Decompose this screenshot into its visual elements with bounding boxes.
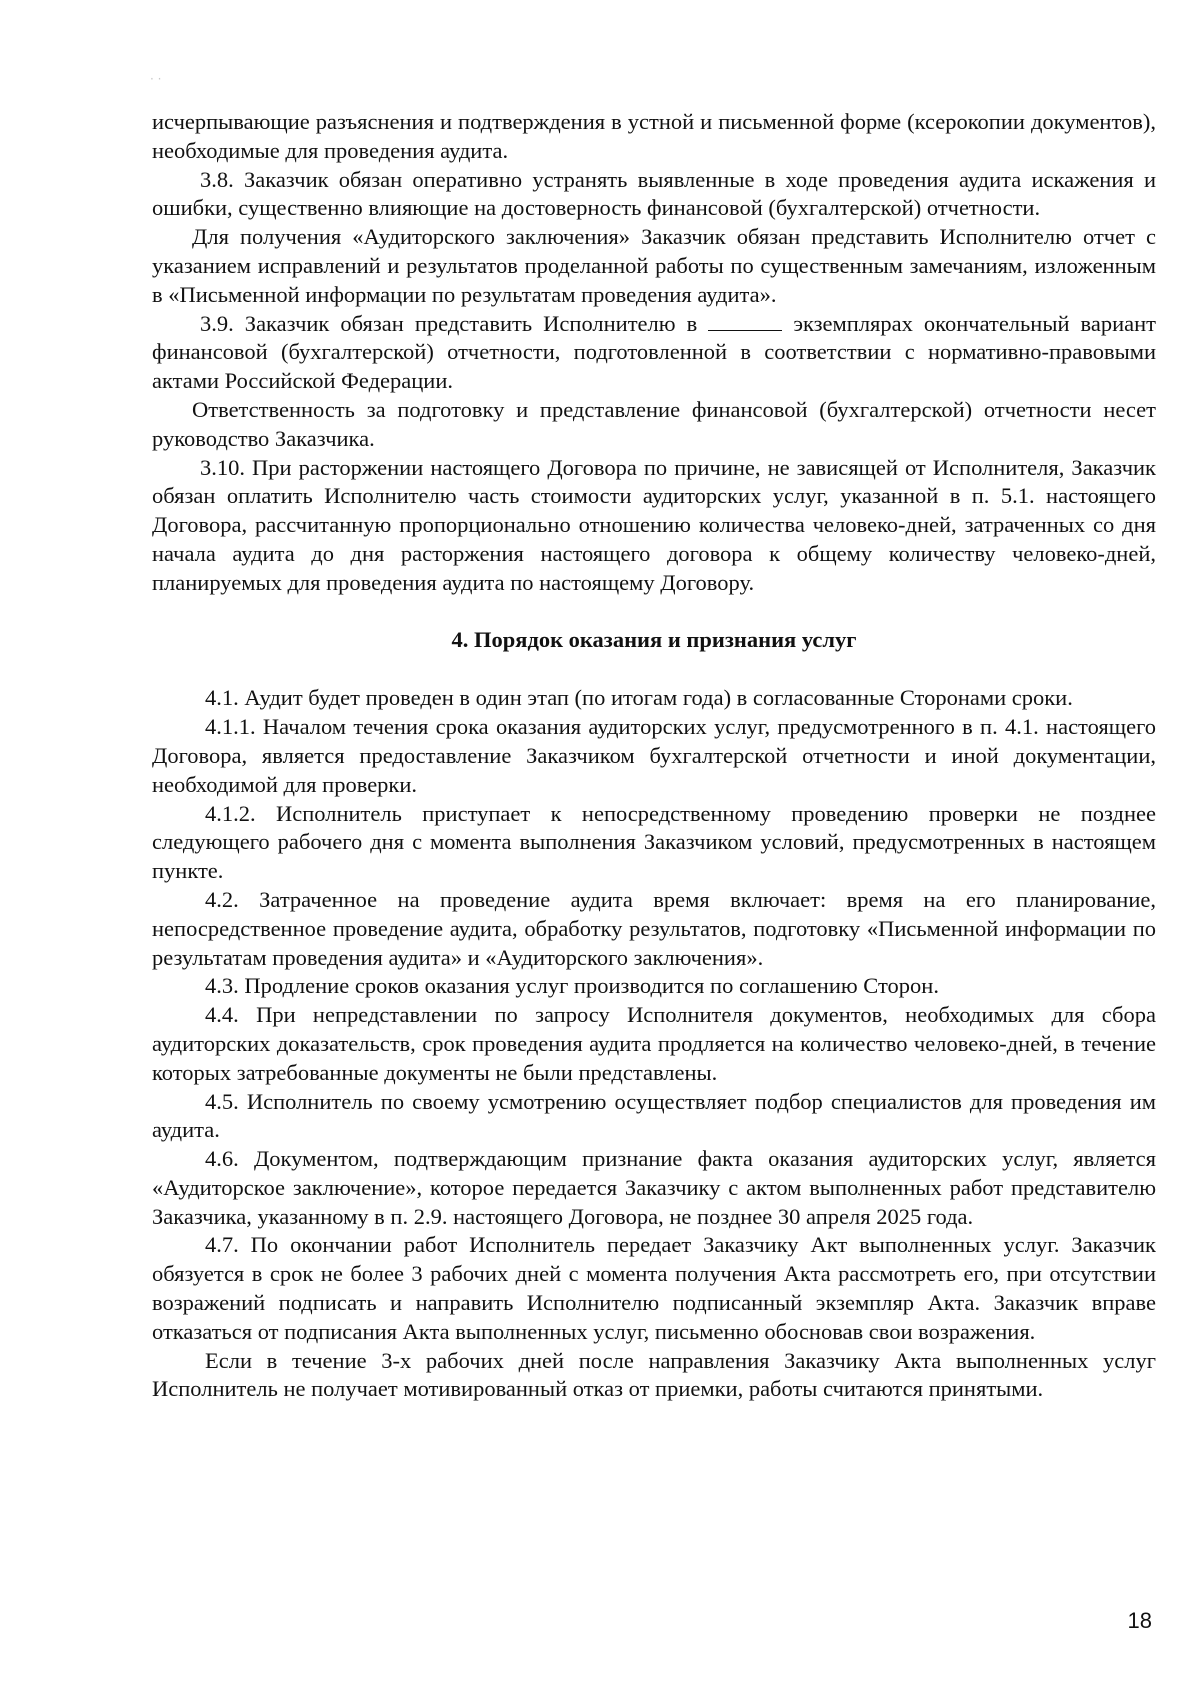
paragraph-4-5: 4.5. Исполнитель по своему усмотрению осуществляет подбор специалистов для проведения им аудита. [152, 1088, 1156, 1143]
paragraph-3-8: 3.8. Заказчик обязан оперативно устранять выявленные в ходе проведения аудита искажения и ошибки, существенно влияющие на достоверность финансовой (бухгалтерской) отчетности. [152, 166, 1156, 221]
paragraph-4-7: 4.7. По окончании работ Исполнитель передает Заказчику Акт выполненных услуг. Заказчик обязуется в срок не более 3 рабочих дней с момента получения Акта рассмотреть его, при отсутствии возражений подписать и направить Исполнителю подписанный экземпляр Акта. Заказчик вправе отказаться от подписания Акта выполненных услуг, письменно обосновав свои возражения. [152, 1232, 1156, 1344]
paragraph-4-1-1: 4.1.1. Началом течения срока оказания аудиторских услуг, предусмотренного в п. 4.1. настоящего Договора, является предоставление Заказчиком бухгалтерской отчетности и иной документации, необходимой для проверки. [152, 714, 1156, 797]
paragraph-4-1: 4.1. Аудит будет проведен в один этап (по итогам года) в согласованные Сторонами сроки. [205, 685, 1073, 711]
paragraph-responsibility: Ответственность за подготовку и представление финансовой (бухгалтерской) отчетности несет руководство Заказчика. [152, 396, 1156, 451]
paragraph-4-4: 4.4. При непредставлении по запросу Исполнителя документов, необходимых для сбора аудиторских доказательств, срок проведения аудита продляется на количество человеко-дней, в течение которых затребованные документы не были представлены. [152, 1002, 1156, 1085]
paragraph-4-6: 4.6. Документом, подтверждающим признание факта оказания аудиторских услуг, является «Аудиторское заключение», которое передается Заказчику с актом выполненных работ представителю Заказчика, указанному в п. 2.9. настоящего Договора, не позднее 30 апреля 2025 года. [152, 1146, 1156, 1229]
paragraph-report-requirement: Для получения «Аудиторского заключения» Заказчик обязан представить Исполнителю отчет с указанием исправлений и результатов проделанной работы по существенным замечаниям, изложенным в «Письменной информации по результатам проведения аудита». [152, 224, 1156, 307]
section-title: 4. Порядок оказания и признания услуг [451, 626, 857, 652]
paragraph-3-9 [152, 310, 1156, 396]
paragraph-acceptance: Если в течение 3-х рабочих дней после направления Заказчику Акта выполненных услуг Исполнитель не получает мотивированный отказ от приемки, работы считаются принятыми. [152, 1347, 1156, 1402]
paragraph-4-1-2: 4.1.2. Исполнитель приступает к непосредственному проведению проверки не позднее следующего рабочего дня с момента выполнения Заказчиком условий, предусмотренных в настоящем пункте. [152, 800, 1156, 884]
paragraph-3-9-start: 3.9. Заказчик обязан представить Исполнителю в [200, 310, 698, 336]
paragraph-4-2: 4.2. Затраченное на проведение аудита время включает: время на его планирование, непосредственное проведение аудита, обработку результатов, подготовку «Письменной информации по результатам проведения аудита» и «Аудиторского заключения». [152, 886, 1156, 970]
paragraph-3-10: 3.10. При расторжении настоящего Договора по причине, не зависящей от Исполнителя, Заказчик обязан оплатить Исполнителю часть стоимости аудиторских услуг, указанной в п. 5.1. настоящего Договора, рассчитанную пропорционально отношению количества человеко-дней, затраченных со дня начала аудита до дня расторжения настоящего договора к общему количеству человеко-дней, планируемых для проведения аудита по настоящему Договору. [152, 454, 1156, 595]
page-number: 18 [1127, 1608, 1152, 1633]
paragraph-continuation: исчерпывающие разъяснения и подтверждения в устной и письменной форме (ксерокопии документов), необходимые для проведения аудита. [152, 109, 1156, 163]
paragraph-4-3: 4.3. Продление сроков оказания услуг производится по соглашению Сторон. [205, 973, 939, 999]
document-body [152, 108, 1156, 1404]
paragraph-3-9-end: экземплярах окончательный вариант финансовой (бухгалтерской) отчетности, подготовленной в соответствии с нормативно-правовыми актами Российской Федерации. [152, 310, 1157, 394]
blank-copies-field [708, 312, 782, 331]
scan-artifact: · · [150, 72, 162, 86]
